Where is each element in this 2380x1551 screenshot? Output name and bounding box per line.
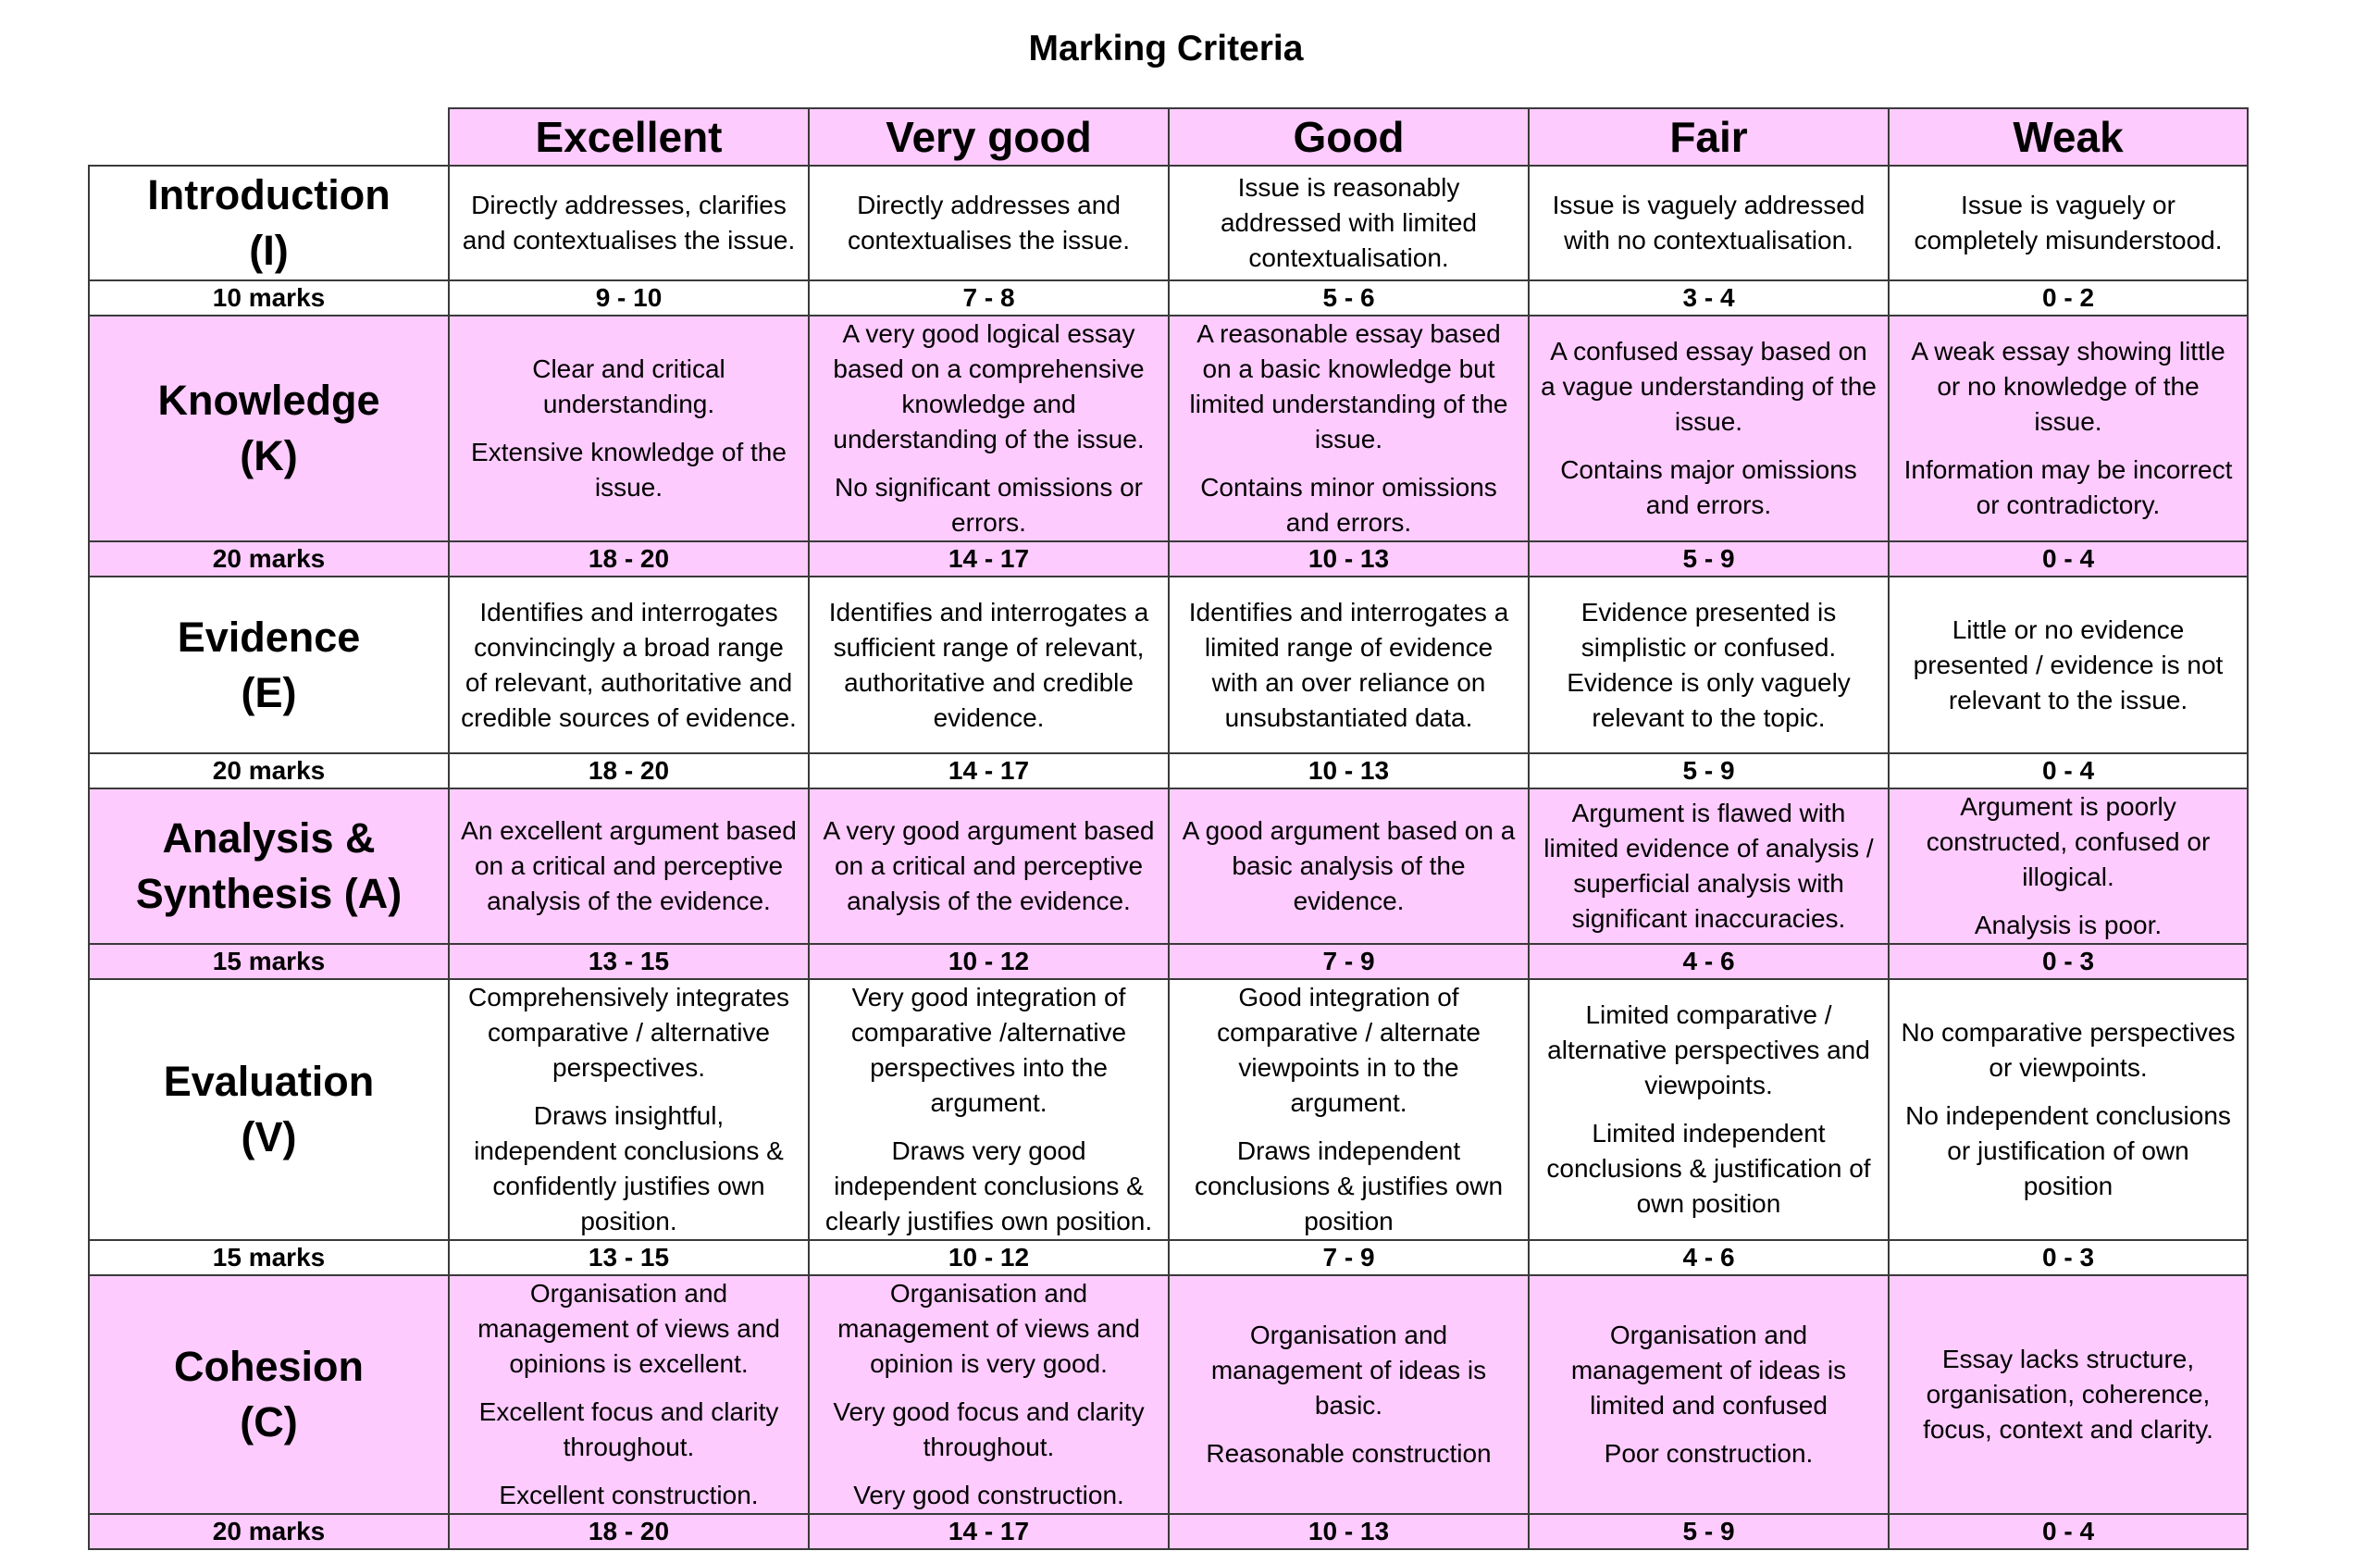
descriptor-text: Reasonable construction — [1206, 1439, 1492, 1468]
descriptor-text: Draws independent conclusions & justifies own position — [1194, 1136, 1504, 1235]
descriptor-text: No comparative perspectives or viewpoints. — [1901, 1018, 2236, 1082]
criterion-code: (V) — [241, 1113, 297, 1160]
criterion-name-cell — [89, 166, 449, 280]
mark-range-excellent: 18 - 20 — [449, 1514, 809, 1549]
descriptor-text: Draws very good independent conclusions & clearly justifies own position. — [824, 1136, 1153, 1235]
descriptor-text: Organisation and management of views and opinions is excellent. — [477, 1279, 780, 1378]
descriptor-cell-fair — [1529, 316, 1889, 541]
mark-range-weak: 0 - 2 — [1889, 280, 2248, 316]
descriptor-cell-fair — [1529, 166, 1889, 280]
criterion-code: Synthesis (A) — [135, 870, 403, 917]
criterion-name: Evaluation — [163, 1058, 375, 1105]
descriptor-cell-very-good — [809, 979, 1169, 1240]
mark-range-good: 10 - 13 — [1169, 541, 1529, 577]
marks-row-knowledge — [89, 541, 2248, 577]
descriptor-text: Issue is vaguely addressed with no contextualisation. — [1552, 191, 1866, 254]
total-marks: 10 marks — [89, 280, 449, 316]
criterion-row-analysis-synthesis — [89, 788, 2248, 944]
level-header-very-good: Very good — [809, 108, 1169, 166]
descriptor-cell-very-good — [809, 166, 1169, 280]
mark-range-weak: 0 - 4 — [1889, 753, 2248, 788]
descriptor-cell-weak — [1889, 788, 2248, 944]
descriptor-text: A weak essay showing little or no knowledge of the issue. — [1911, 337, 2225, 436]
mark-range-good: 7 - 9 — [1169, 1240, 1529, 1275]
mark-range-fair: 5 - 9 — [1529, 541, 1889, 577]
descriptor-text: A good argument based on a basic analysis of the evidence. — [1182, 816, 1516, 915]
marking-criteria-table — [88, 107, 2249, 1550]
header-corner — [89, 108, 449, 166]
descriptor-cell-weak — [1889, 166, 2248, 280]
descriptor-cell-fair — [1529, 979, 1889, 1240]
marks-row-evaluation — [89, 1240, 2248, 1275]
descriptor-text: Excellent construction. — [499, 1481, 759, 1509]
mark-range-very-good: 10 - 12 — [809, 944, 1169, 979]
criterion-row-cohesion — [89, 1275, 2248, 1514]
criterion-name: Introduction — [147, 171, 390, 218]
mark-range-fair: 5 - 9 — [1529, 753, 1889, 788]
descriptor-cell-fair — [1529, 788, 1889, 944]
descriptor-text: Directly addresses and contextualises the issue. — [847, 191, 1131, 254]
mark-range-weak: 0 - 3 — [1889, 1240, 2248, 1275]
page-title: Marking Criteria — [1028, 29, 1304, 68]
descriptor-text: An excellent argument based on a critical and perceptive analysis of the evidence. — [461, 816, 797, 915]
descriptor-text: Identifies and interrogates a limited range of evidence with an over reliance on unsubstantiated data. — [1188, 597, 1509, 732]
descriptor-text: Limited independent conclusions & justification of own position — [1546, 1119, 1871, 1218]
criterion-code: (C) — [240, 1398, 298, 1446]
mark-range-fair: 4 - 6 — [1529, 1240, 1889, 1275]
descriptor-cell-good — [1169, 1275, 1529, 1514]
descriptor-text: Organisation and management of ideas is basic. — [1210, 1321, 1487, 1420]
criterion-name: Knowledge — [157, 377, 380, 424]
criterion-name-cell — [89, 1275, 449, 1514]
mark-range-fair: 5 - 9 — [1529, 1514, 1889, 1549]
mark-range-excellent: 18 - 20 — [449, 753, 809, 788]
descriptor-cell-fair — [1529, 1275, 1889, 1514]
marks-row-introduction — [89, 280, 2248, 316]
mark-range-weak: 0 - 3 — [1889, 944, 2248, 979]
descriptor-text: A very good logical essay based on a comprehensive knowledge and understanding of the issue. — [833, 319, 1145, 453]
descriptor-cell-good — [1169, 316, 1529, 541]
marks-row-cohesion — [89, 1514, 2248, 1549]
descriptor-text: Comprehensively integrates comparative / alternative perspectives. — [467, 983, 790, 1082]
descriptor-cell-weak — [1889, 316, 2248, 541]
descriptor-text: Extensive knowledge of the issue. — [471, 438, 787, 502]
criterion-name-cell — [89, 316, 449, 541]
total-marks: 20 marks — [89, 753, 449, 788]
descriptor-cell-weak — [1889, 577, 2248, 753]
total-marks: 20 marks — [89, 1514, 449, 1549]
descriptor-cell-weak — [1889, 1275, 2248, 1514]
mark-range-fair: 3 - 4 — [1529, 280, 1889, 316]
total-marks: 15 marks — [89, 1240, 449, 1275]
descriptor-cell-very-good — [809, 577, 1169, 753]
marks-row-evidence — [89, 753, 2248, 788]
descriptor-text: Organisation and management of ideas is limited and confused — [1570, 1321, 1847, 1420]
descriptor-text: Limited comparative / alternative perspectives and viewpoints. — [1547, 1000, 1870, 1099]
mark-range-very-good: 10 - 12 — [809, 1240, 1169, 1275]
descriptor-text: Good integration of comparative / alternate viewpoints in to the argument. — [1217, 983, 1481, 1117]
criterion-name: Analysis & — [162, 814, 376, 862]
criterion-code: (K) — [240, 432, 298, 479]
mark-range-very-good: 14 - 17 — [809, 753, 1169, 788]
criterion-code: (E) — [241, 668, 297, 716]
mark-range-very-good: 7 - 8 — [809, 280, 1169, 316]
mark-range-very-good: 14 - 17 — [809, 541, 1169, 577]
descriptor-text: Very good construction. — [853, 1481, 1124, 1509]
descriptor-text: Information may be incorrect or contradictory. — [1903, 455, 2233, 519]
descriptor-text: A confused essay based on a vague understanding of the issue. — [1541, 337, 1877, 436]
descriptor-text: Little or no evidence presented / evidence is not relevant to the issue. — [1913, 614, 2224, 714]
criterion-row-introduction — [89, 166, 2248, 280]
descriptor-text: Identifies and interrogates a sufficient range of relevant, authoritative and credible evidence. — [828, 597, 1149, 732]
level-header-weak: Weak — [1889, 108, 2248, 166]
level-header-fair: Fair — [1529, 108, 1889, 166]
descriptor-cell-very-good — [809, 788, 1169, 944]
mark-range-good: 10 - 13 — [1169, 1514, 1529, 1549]
mark-range-excellent: 18 - 20 — [449, 541, 809, 577]
descriptor-text: No independent conclusions or justification of own position — [1905, 1101, 2231, 1200]
mark-range-excellent: 13 - 15 — [449, 1240, 809, 1275]
criterion-row-evaluation — [89, 979, 2248, 1240]
descriptor-text: Excellent focus and clarity throughout. — [478, 1397, 779, 1461]
descriptor-text: Clear and critical understanding. — [532, 354, 725, 418]
criterion-row-evidence — [89, 577, 2248, 753]
criterion-row-knowledge — [89, 316, 2248, 541]
mark-range-weak: 0 - 4 — [1889, 541, 2248, 577]
level-header-excellent: Excellent — [449, 108, 809, 166]
descriptor-text: Very good integration of comparative /alternative perspectives into the argument. — [850, 983, 1127, 1117]
mark-range-good: 10 - 13 — [1169, 753, 1529, 788]
descriptor-cell-very-good — [809, 316, 1169, 541]
criterion-name-cell — [89, 788, 449, 944]
descriptor-cell-fair — [1529, 577, 1889, 753]
descriptor-cell-good — [1169, 788, 1529, 944]
mark-range-very-good: 14 - 17 — [809, 1514, 1169, 1549]
mark-range-good: 7 - 9 — [1169, 944, 1529, 979]
mark-range-fair: 4 - 6 — [1529, 944, 1889, 979]
descriptor-text: Contains major omissions and errors. — [1560, 455, 1857, 519]
level-header-row — [89, 108, 2248, 166]
mark-range-excellent: 9 - 10 — [449, 280, 809, 316]
descriptor-text: Evidence presented is simplistic or confused. Evidence is only vaguely relevant to the topic. — [1567, 597, 1851, 732]
descriptor-text: No significant omissions or errors. — [834, 473, 1144, 537]
descriptor-cell-excellent — [449, 979, 809, 1240]
descriptor-text: Issue is reasonably addressed with limited contextualisation. — [1220, 173, 1478, 272]
descriptor-text: A very good argument based on a critical and perceptive analysis of the evidence. — [823, 816, 1155, 915]
criterion-name-cell — [89, 979, 449, 1240]
descriptor-text: Argument is flawed with limited evidence of analysis / superficial analysis with significant inaccuracies. — [1543, 799, 1874, 933]
descriptor-text: Identifies and interrogates convincingly a broad range of relevant, authoritative and credible sources of evidence. — [461, 597, 797, 732]
descriptor-text: Very good focus and clarity throughout. — [833, 1397, 1145, 1461]
descriptor-text: Essay lacks structure, organisation, coherence, focus, context and clarity. — [1923, 1345, 2213, 1444]
descriptor-cell-excellent — [449, 1275, 809, 1514]
descriptor-cell-very-good — [809, 1275, 1169, 1514]
mark-range-weak: 0 - 4 — [1889, 1514, 2248, 1549]
descriptor-cell-weak — [1889, 979, 2248, 1240]
descriptor-cell-excellent — [449, 316, 809, 541]
descriptor-text: A reasonable essay based on a basic knowledge but limited understanding of the issue. — [1189, 319, 1508, 453]
descriptor-text: Contains minor omissions and errors. — [1200, 473, 1497, 537]
criterion-name: Cohesion — [173, 1343, 364, 1390]
criterion-code: (I) — [249, 227, 289, 274]
total-marks: 15 marks — [89, 944, 449, 979]
descriptor-cell-excellent — [449, 577, 809, 753]
descriptor-text: Analysis is poor. — [1974, 911, 2163, 939]
criterion-name-cell — [89, 577, 449, 753]
total-marks: 20 marks — [89, 541, 449, 577]
mark-range-good: 5 - 6 — [1169, 280, 1529, 316]
descriptor-cell-excellent — [449, 788, 809, 944]
descriptor-text: Issue is vaguely or completely misunderstood. — [1914, 191, 2223, 254]
marks-row-analysis-synthesis — [89, 944, 2248, 979]
descriptor-cell-good — [1169, 166, 1529, 280]
descriptor-cell-good — [1169, 979, 1529, 1240]
descriptor-cell-good — [1169, 577, 1529, 753]
descriptor-text: Organisation and management of views and opinion is very good. — [837, 1279, 1140, 1378]
descriptor-text: Draws insightful, independent conclusions & confidently justifies own position. — [474, 1101, 784, 1235]
descriptor-text: Directly addresses, clarifies and contextualises the issue. — [462, 191, 796, 254]
descriptor-text: Poor construction. — [1604, 1439, 1814, 1468]
mark-range-excellent: 13 - 15 — [449, 944, 809, 979]
criterion-name: Evidence — [177, 613, 361, 661]
descriptor-cell-excellent — [449, 166, 809, 280]
level-header-good: Good — [1169, 108, 1529, 166]
descriptor-text: Argument is poorly constructed, confused or illogical. — [1926, 792, 2211, 891]
